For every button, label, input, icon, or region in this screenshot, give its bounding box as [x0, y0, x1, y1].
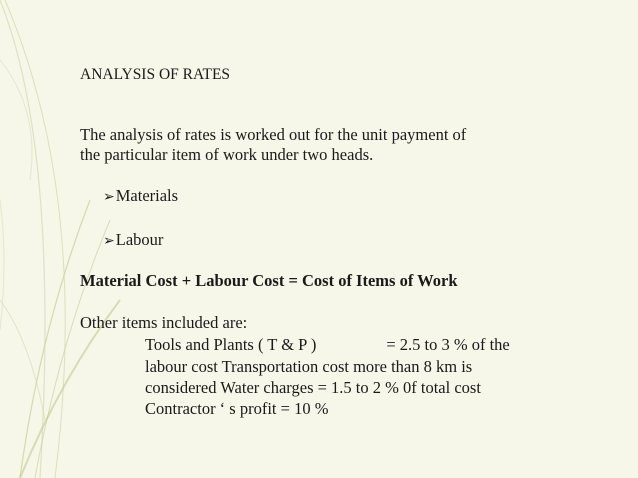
arrow-bullet-icon: ➢ — [103, 189, 115, 205]
tools-value: = 2.5 to 3 % of the — [386, 335, 510, 354]
arrow-bullet-icon: ➢ — [103, 233, 115, 249]
slide-title: ANALYSIS OF RATES — [80, 66, 231, 83]
bullet-item-labour — [103, 230, 163, 251]
tools-label: Tools and Plants ( T & P ) — [145, 335, 317, 354]
bullet-item-materials — [103, 186, 178, 207]
intro-line-1: The analysis of rates is worked out for the unit payment of — [80, 125, 467, 144]
bullet-label: Materials — [115, 186, 179, 205]
intro-line-2: the particular item of work under two heads. — [80, 145, 374, 164]
bullet-label: Labour — [115, 230, 164, 249]
other-item-line-2: labour cost Transportation cost more than 8 km is — [145, 357, 473, 376]
other-item-line-1 — [145, 335, 510, 355]
other-item-line-4: Contractor ‘ s profit = 10 % — [145, 399, 329, 418]
cost-formula: Material Cost + Labour Cost = Cost of Items of Work — [80, 271, 458, 290]
other-item-line-3: considered Water charges = 1.5 to 2 % 0f total cost — [145, 378, 481, 397]
other-items-heading: Other items included are: — [80, 313, 248, 332]
